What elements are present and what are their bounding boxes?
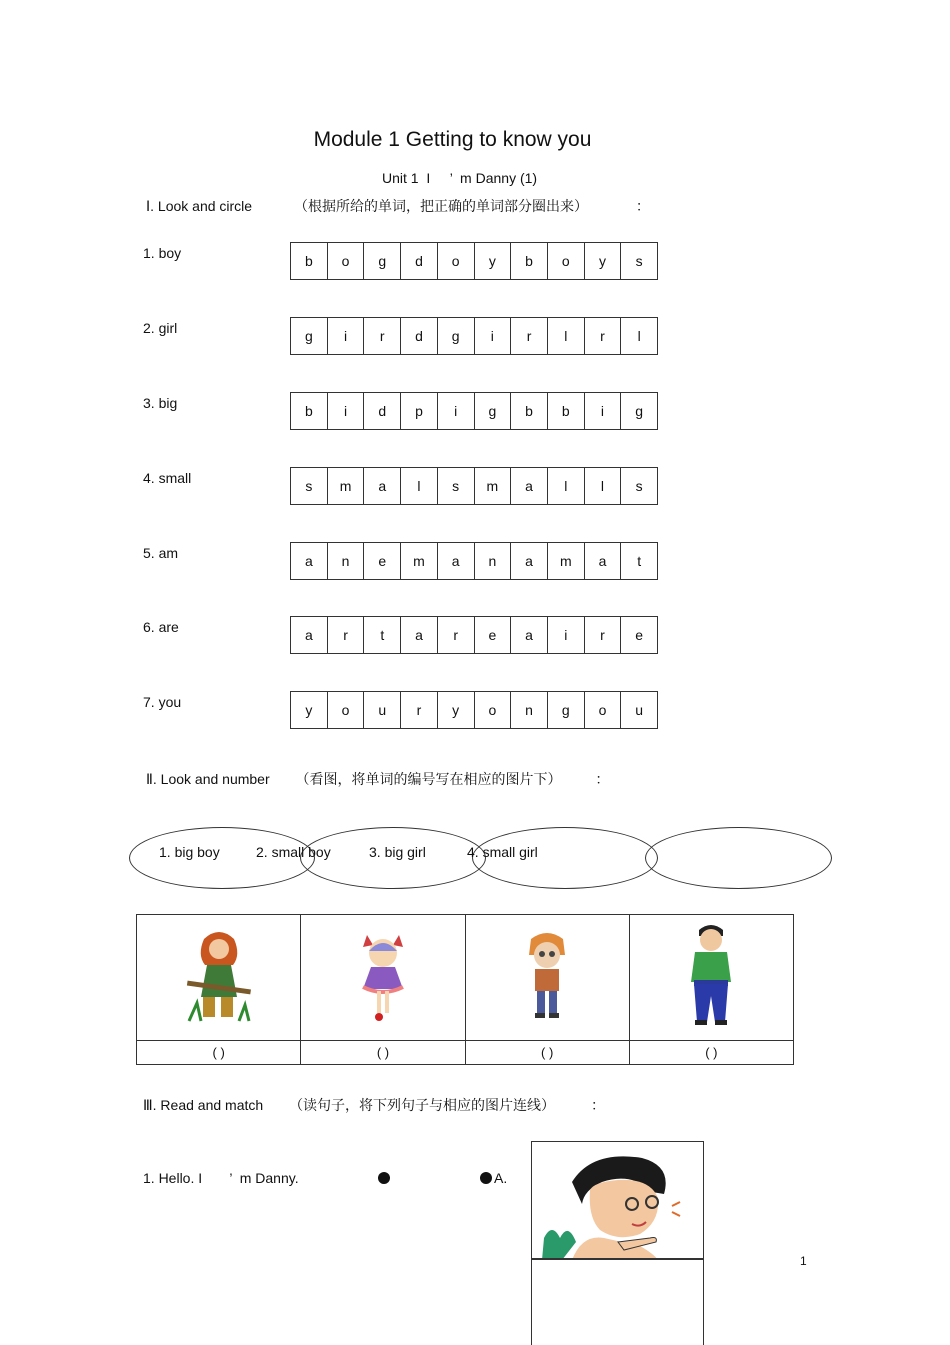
letter-cell[interactable]: l <box>637 328 641 344</box>
letter-cell[interactable]: s <box>291 468 328 504</box>
letter-grid <box>290 392 658 430</box>
word-option-4: 4. small girl <box>467 844 538 860</box>
section3-colon: ： <box>590 1097 605 1113</box>
letter-cell[interactable]: i <box>475 318 512 354</box>
letter-cell[interactable]: b <box>548 393 585 429</box>
word-option-3: 3. big girl <box>369 844 426 860</box>
letter-cell[interactable]: y <box>291 692 328 728</box>
letter-cell[interactable]: n <box>475 543 512 579</box>
letter-grid <box>290 242 658 280</box>
letter-cell[interactable]: b <box>291 393 328 429</box>
letter-cell[interactable]: r <box>438 617 475 653</box>
letter-cell[interactable]: r <box>585 617 622 653</box>
letter-cell[interactable]: a <box>291 617 328 653</box>
letter-cell[interactable]: g <box>291 318 328 354</box>
question-label: 7. you <box>143 694 182 710</box>
letter-cell[interactable]: a <box>401 617 438 653</box>
letter-cell[interactable]: o <box>438 243 475 279</box>
letter-cell[interactable]: d <box>401 318 438 354</box>
section1-heading-row <box>146 196 650 216</box>
letter-cell[interactable]: n <box>328 543 365 579</box>
letter-cell[interactable]: b <box>511 243 548 279</box>
letter-cell[interactable]: g <box>635 403 644 419</box>
letter-cell[interactable]: m <box>328 468 365 504</box>
question-label: 4. small <box>143 470 192 486</box>
letter-cell[interactable]: i <box>438 393 475 429</box>
letter-grid <box>290 467 658 505</box>
letter-cell[interactable]: e <box>635 627 644 643</box>
answer-slot-2[interactable]: ( ) <box>301 1041 465 1065</box>
letter-cell[interactable]: l <box>585 468 622 504</box>
letter-cell[interactable]: l <box>401 468 438 504</box>
letter-cell[interactable]: r <box>401 692 438 728</box>
letter-cell[interactable]: g <box>475 393 512 429</box>
question-label: 6. are <box>143 619 179 635</box>
word-option-2: 2. small boy <box>256 844 331 860</box>
letter-cell[interactable]: m <box>475 468 512 504</box>
big-girl-picture <box>179 925 259 1025</box>
small-girl-picture <box>353 925 413 1025</box>
section3-heading: Ⅲ. Read and match <box>143 1097 264 1113</box>
letter-cell[interactable]: o <box>475 692 512 728</box>
letter-cell[interactable]: a <box>511 468 548 504</box>
word-oval-4 <box>645 827 832 889</box>
match-picture-frame <box>531 1141 704 1345</box>
picture-cell-4 <box>629 915 793 1041</box>
letter-cell[interactable]: u <box>364 692 401 728</box>
picture-cell-1 <box>137 915 301 1041</box>
letter-cell[interactable]: s <box>635 478 643 494</box>
letter-cell[interactable]: b <box>291 243 328 279</box>
question-label: 5. am <box>143 545 179 561</box>
letter-cell[interactable]: s <box>635 253 643 269</box>
picture-cell-2 <box>301 915 465 1041</box>
letter-grid <box>290 542 658 580</box>
match-dot-left[interactable] <box>378 1172 390 1184</box>
page-title: Module 1 Getting to know you <box>313 128 592 151</box>
letter-cell[interactable]: o <box>328 243 365 279</box>
unit-subtitle: Unit 1 I ’ m Danny (1) <box>382 170 538 186</box>
option-a-label: A. <box>494 1170 508 1186</box>
question-label: 1. boy <box>143 245 182 261</box>
answer-slot-4[interactable]: ( ) <box>629 1041 793 1065</box>
letter-cell[interactable]: i <box>585 393 622 429</box>
section2-heading-row <box>146 769 609 789</box>
letter-cell[interactable]: a <box>585 543 622 579</box>
page-number: 1 <box>800 1254 807 1268</box>
letter-cell[interactable]: a <box>511 617 548 653</box>
letter-cell[interactable]: r <box>585 318 622 354</box>
letter-cell[interactable]: i <box>328 393 365 429</box>
letter-cell[interactable]: e <box>364 543 401 579</box>
section3-instruction: （读句子，将下列句子与相应的图片连线） <box>289 1098 556 1114</box>
letter-cell[interactable]: m <box>401 543 438 579</box>
letter-cell[interactable]: a <box>438 543 475 579</box>
section1-instruction: （根据所给的单词，把正确的单词部分圈出来） <box>293 199 588 215</box>
letter-cell[interactable]: u <box>635 702 644 718</box>
question-label: 3. big <box>143 395 178 411</box>
small-boy-picture <box>517 925 577 1025</box>
section1-heading: Ⅰ. Look and circle <box>146 198 253 214</box>
letter-cell[interactable]: e <box>475 617 512 653</box>
letter-cell[interactable]: p <box>401 393 438 429</box>
letter-cell[interactable]: n <box>511 692 548 728</box>
section3-heading-row <box>143 1095 605 1115</box>
letter-cell[interactable]: d <box>401 243 438 279</box>
letter-cell[interactable]: g <box>364 243 401 279</box>
letter-cell[interactable]: a <box>511 543 548 579</box>
letter-grid <box>290 317 658 355</box>
picture-cell-3 <box>465 915 629 1041</box>
section2-instruction: （看图，将单词的编号写在相应的图片下） <box>295 772 562 788</box>
letter-cell[interactable]: t <box>637 553 642 569</box>
answer-slot-3[interactable]: ( ) <box>465 1041 629 1065</box>
letter-cell[interactable]: r <box>511 318 548 354</box>
letter-cell[interactable]: y <box>438 692 475 728</box>
match-dot-right[interactable] <box>480 1172 492 1184</box>
letter-cell[interactable]: o <box>548 243 585 279</box>
letter-cell[interactable]: y <box>475 243 512 279</box>
letter-cell[interactable]: o <box>328 692 365 728</box>
letter-cell[interactable]: l <box>548 468 585 504</box>
picture-table <box>136 914 794 1065</box>
section2-heading: Ⅱ. Look and number <box>146 771 270 787</box>
letter-cell[interactable]: i <box>548 617 585 653</box>
letter-cell[interactable]: y <box>585 243 622 279</box>
letter-grid <box>290 616 658 654</box>
section2-colon: ： <box>595 771 610 787</box>
word-option-1: 1. big boy <box>159 844 220 860</box>
letter-cell[interactable]: g <box>438 318 475 354</box>
sentence-1: 1. Hello. I ’ m Danny. <box>143 1170 299 1186</box>
letter-cell[interactable]: l <box>548 318 585 354</box>
danny-picture <box>532 1142 703 1260</box>
letter-cell[interactable]: o <box>585 692 622 728</box>
letter-cell[interactable]: g <box>548 692 585 728</box>
letter-cell[interactable]: s <box>438 468 475 504</box>
letter-cell[interactable]: a <box>291 543 328 579</box>
section1-colon: ： <box>635 198 650 214</box>
letter-cell[interactable]: a <box>364 468 401 504</box>
big-boy-picture <box>681 920 741 1030</box>
letter-cell[interactable]: r <box>328 617 365 653</box>
answer-slot-1[interactable]: ( ) <box>137 1041 301 1065</box>
letter-cell[interactable]: m <box>548 543 585 579</box>
letter-cell[interactable]: r <box>364 318 401 354</box>
letter-cell[interactable]: b <box>511 393 548 429</box>
letter-grid <box>290 691 658 729</box>
letter-cell[interactable]: i <box>328 318 365 354</box>
question-label: 2. girl <box>143 320 178 336</box>
letter-cell[interactable]: d <box>364 393 401 429</box>
letter-cell[interactable]: t <box>364 617 401 653</box>
